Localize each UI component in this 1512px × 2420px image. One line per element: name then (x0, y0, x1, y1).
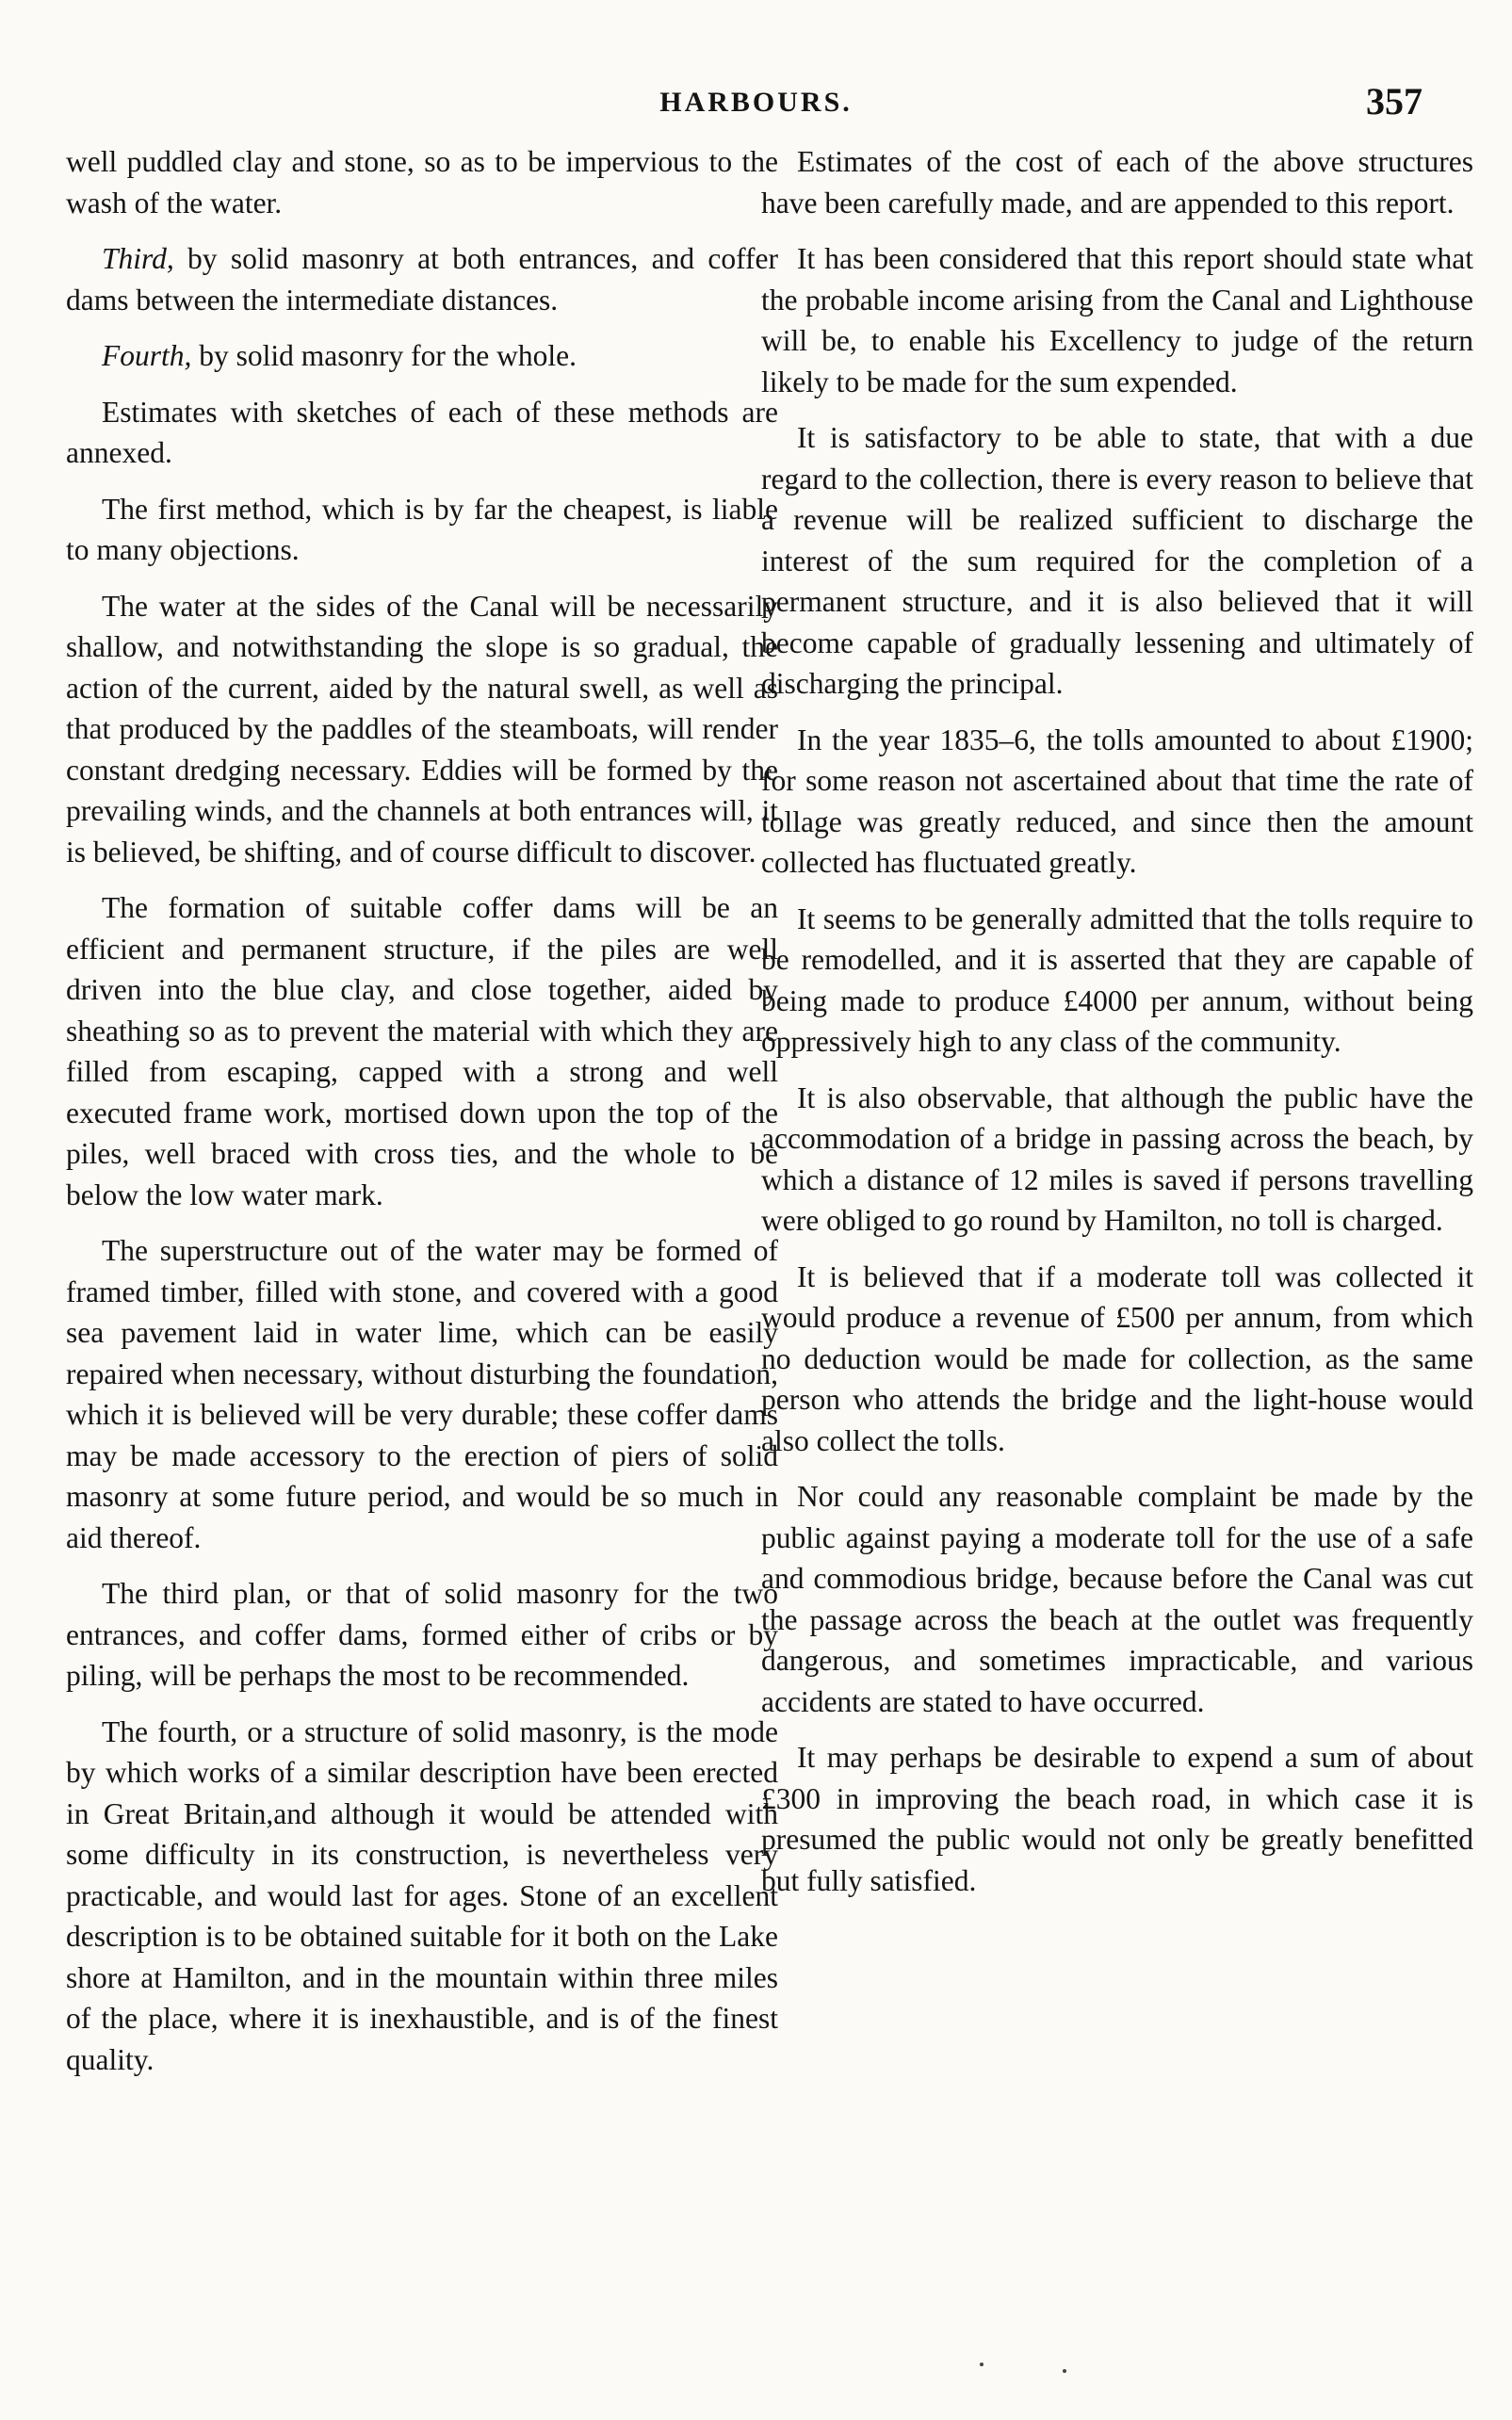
paragraph: Nor could any reasonable complaint be made by the public against paying a moderate toll for the use of a safe and commodious bridge, because before the Canal was cut the passage across the beach at the outlet was frequently dangerous, and sometimes impracticable, and various accidents are stated to have occurred. (761, 1480, 1473, 1718)
paper-speck (1063, 2369, 1066, 2373)
paragraph: The fourth, or a structure of solid masonry, is the mode by which works of a similar description have been erected in Great Britain,and although it would be attended with some difficulty in its construction, is nevertheless very practicable, and would last for ages. Stone of an excellent description is to be obtained suitable for it both on the Lake shore at Hamilton, and in the mountain within three miles of the place, where it is inexhaustible, and is of the finest quality. (66, 1714, 778, 2076)
paragraph: It is believed that if a moderate toll was collected it would produce a revenue of £500 per annum, from which no deduction would be made for collection, as the same person who attends the bridge and the light-house would also collect the tolls. (761, 1259, 1473, 1457)
paragraph-lead: Fourth, (102, 339, 192, 372)
paper-speck (980, 2363, 984, 2366)
running-title: HARBOURS. (659, 87, 853, 118)
paragraph: The superstructure out of the water may be formed of framed timber, filled with stone, and covered with a good sea pavement laid in water lime, which can be easily repaired when necessary, without disturbing the foundation, which it is believed will be very durable; these coffer dams may be made accessory to the erection of piers of solid masonry at some future period, and would be so much in aid thereof. (66, 1234, 778, 1554)
running-head (0, 79, 1512, 136)
paragraph: The third plan, or that of solid masonry for the two entrances, and coffer dams, formed either of cribs or by piling, will be perhaps the most to be recommended. (66, 1577, 778, 1692)
paragraph-text: by solid masonry for the whole. (191, 339, 577, 372)
paragraph: It is satisfactory to be able to state, that with a due regard to the collection, there is every reason to believe that a revenue will be realized sufficient to discharge the interest of the sum required for the completion of a permanent structure, and it is also believed that it will become capable of gradually lessening and ultimately of discharging the principal. (761, 421, 1473, 700)
paragraph: well puddled clay and stone, so as to be impervious to the wash of the water. (66, 145, 778, 219)
paragraph: The water at the sides of the Canal will be necessarily shallow, and notwithstanding the slope is so gradual, the action of the current, aided by the natural swell, as well as that produced by the paddles of the steamboats, will render constant dredging necessary. Eddies will be formed by the prevailing winds, and the channels at both entrances will, it is believed, be shifting, and of course difficult to discover. (66, 589, 778, 869)
paragraph: It is also observable, that although the public have the accommodation of a bridge in passing across the beach, by which a distance of 12 miles is saved if persons travelling were obliged to go round by Hamilton, no toll is charged. (761, 1080, 1473, 1237)
paragraph: The formation of suitable coffer dams will be an efficient and permanent structure, if the piles are well driven into the blue clay, and close together, aided by sheathing so as to prevent the material with which they are filled from escaping, capped with a strong and well executed frame work, mortised down upon the top of the piles, well braced with cross ties, and the whole to be below the low water mark. (66, 891, 778, 1211)
page-number: 357 (1366, 80, 1423, 122)
left-column (66, 141, 778, 2095)
paragraph: In the year 1835–6, the tolls amounted to about £1900; for some reason not ascertained about that time the rate of tollage was greatly reduced, and since then the amount collected has fluctuated greatly. (761, 723, 1473, 879)
paragraph: It has been considered that this report should state what the probable income arising from the Canal and Lighthouse will be, to enable his Excellency to judge of the return likely to be made for the sum expended. (761, 242, 1473, 398)
paragraph: The first method, which is by far the cheapest, is liable to many objections. (66, 492, 778, 566)
paragraph: Estimates with sketches of each of these methods are annexed. (66, 395, 778, 469)
paragraph-lead: Third, (102, 242, 174, 275)
paragraph (66, 238, 778, 320)
paragraph: It seems to be generally admitted that the tolls require to be remodelled, and it is asserted that they are capable of being made to produce £4000 per annum, without being oppressively high to any class of the community. (761, 901, 1473, 1058)
paragraph (66, 335, 778, 377)
paragraph-text: by solid masonry at both entrances, and coffer dams between the intermediate distances. (66, 242, 778, 317)
paragraph: Estimates of the cost of each of the above structures have been carefully made, and are appended to this report. (761, 145, 1473, 219)
paragraph: It may perhaps be desirable to expend a sum of about £300 in improving the beach road, in which case it is presumed the public would not only be greatly benefitted but fully satisfied. (761, 1741, 1473, 1897)
right-column (761, 141, 1473, 1916)
